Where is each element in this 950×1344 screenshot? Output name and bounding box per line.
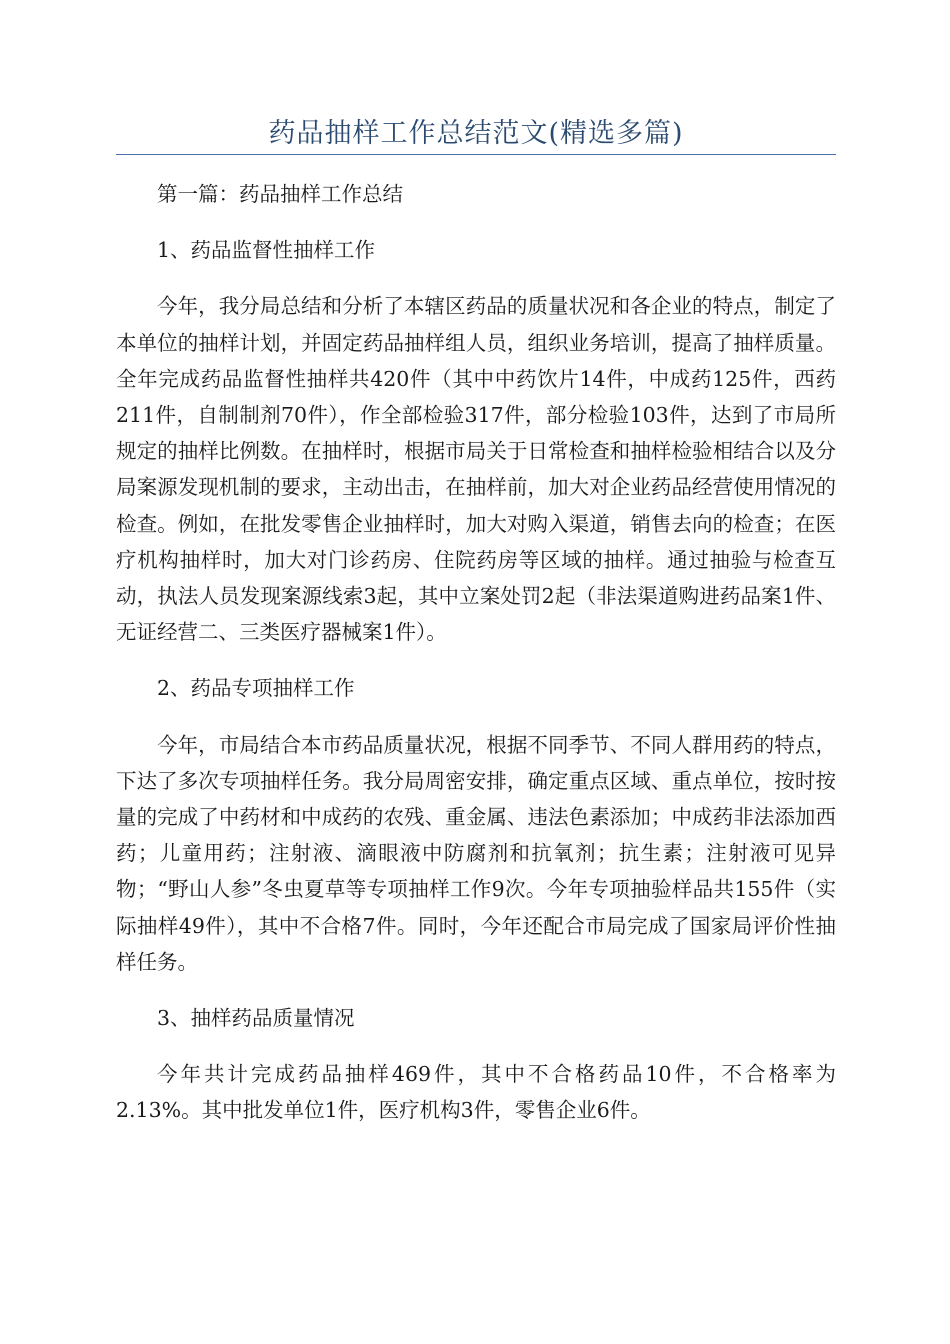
title-underline [116, 154, 836, 155]
section-heading-part-one: 第一篇：药品抽样工作总结 [157, 182, 403, 206]
body-paragraph-2: 今年，市局结合本市药品质量状况，根据不同季节、不同人群用药的特点，下达了多次专项抽样任务。我分局周密安排，确定重点区域、重点单位，按时按量的完成了中药材和中成药的农残、重金属、违法色素添加；中成药非法添加西药；儿童用药；注射液、滴眼液中防腐剂和抗氧剂；抗生素；注射液可见异物；“野山人参”冬虫夏草等专项抽样工作9次。今年专项抽验样品共155件（实际抽样49件），其中不合格7件。同时，今年还配合市局完成了国家局评价性抽样任务。 [116, 732, 836, 974]
document-body [116, 176, 836, 1149]
section-heading-1: 1、药品监督性抽样工作 [157, 238, 376, 263]
body-paragraph-3: 今年共计完成药品抽样469件，其中不合格药品10件，不合格率为2.13%。其中批发单位1件，医疗机构3件，零售企业6件。 [116, 1062, 836, 1123]
section-heading-2: 2、药品专项抽样工作 [157, 676, 355, 701]
body-paragraph-1: 今年，我分局总结和分析了本辖区药品的质量状况和各企业的特点，制定了本单位的抽样计划，并固定药品抽样组人员，组织业务培训，提高了抽样质量。全年完成药品监督性抽样共420件（其中中药饮片14件，中成药125件，西药211件，自制制剂70件），作全部检验317件，部分检验103件，达到了市局所规定的抽样比例数。在抽样时，根据市局关于日常检查和抽样检验相结合以及分局案源发现机制的要求，主动出击，在抽样前，加大对企业药品经营使用情况的检查。例如，在批发零售企业抽样时，加大对购入渠道，销售去向的检查；在医疗机构抽样时，加大对门诊药房、住院药房等区域的抽样。通过抽验与检查互动，执法人员发现案源线索3起，其中立案处罚2起（非法渠道购进药品案1件、无证经营二、三类医疗器械案1件）。 [116, 294, 836, 645]
section-heading-3: 3、抽样药品质量情况 [157, 1006, 355, 1031]
document-title: 药品抽样工作总结范文(精选多篇) [268, 118, 684, 149]
